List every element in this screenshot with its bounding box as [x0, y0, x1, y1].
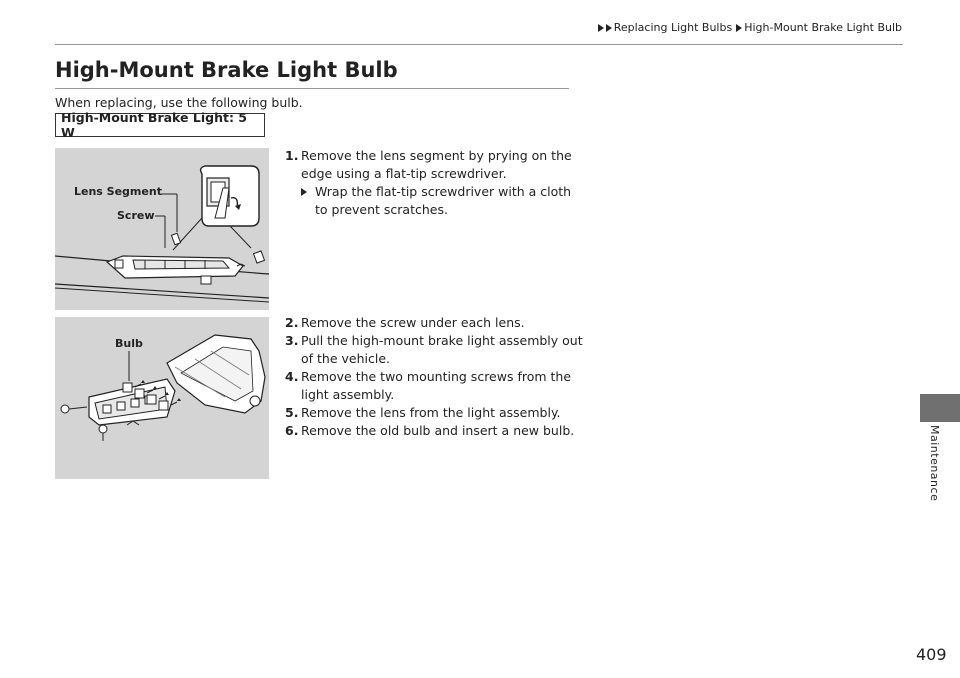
section-tab[interactable]	[920, 394, 960, 422]
header-divider	[55, 44, 903, 45]
step-text: Remove the lens segment by prying on the edge using a flat-tip screwdriver.	[301, 148, 572, 181]
step-number: 1.	[285, 148, 299, 163]
intro-text: When replacing, use the following bulb.	[55, 95, 303, 110]
illustration-lens-removal	[55, 148, 269, 310]
step-number: 4.	[285, 369, 299, 384]
triangle-bullet-icon	[598, 24, 604, 32]
title-divider	[55, 88, 569, 89]
step-text: Remove the screw under each lens.	[301, 315, 525, 330]
step-number: 2.	[285, 315, 299, 330]
page-number: 409	[916, 645, 947, 664]
label-screw: Screw	[117, 209, 155, 222]
step-text: Remove the old bulb and insert a new bulb.	[301, 423, 575, 438]
step-number: 6.	[285, 423, 299, 438]
step-item	[285, 147, 585, 183]
step-item	[285, 368, 585, 404]
step-text: Pull the high-mount brake light assembly out of the vehicle.	[301, 333, 583, 366]
step-item	[285, 314, 585, 332]
step-number: 3.	[285, 333, 299, 348]
step-text: Remove the lens from the light assembly.	[301, 405, 561, 420]
lens-removal-drawing	[55, 148, 269, 310]
illustration-bulb-replacement	[55, 317, 269, 479]
step-item	[285, 422, 585, 440]
steps-part-2	[285, 314, 585, 440]
breadcrumb	[598, 21, 902, 34]
step-item	[285, 332, 585, 368]
section-label: Maintenance	[928, 425, 941, 502]
step-text: Remove the two mounting screws from the light assembly.	[301, 369, 572, 402]
triangle-bullet-icon	[736, 24, 742, 32]
page-title: High-Mount Brake Light Bulb	[55, 58, 398, 82]
step-note	[285, 183, 585, 219]
bulb-spec-text: High-Mount Brake Light: 5 W	[61, 110, 247, 140]
note-text: Wrap the flat-tip screwdriver with a cloth to prevent scratches.	[315, 184, 572, 217]
breadcrumb-section[interactable]: Replacing Light Bulbs	[613, 21, 733, 34]
label-bulb: Bulb	[115, 337, 143, 350]
triangle-bullet-icon	[301, 188, 307, 196]
breadcrumb-page: High-Mount Brake Light Bulb	[744, 21, 902, 34]
bulb-replacement-drawing	[55, 317, 269, 479]
triangle-bullet-icon	[606, 24, 612, 32]
label-lens-segment: Lens Segment	[74, 185, 162, 198]
steps-part-1	[285, 147, 585, 219]
step-item	[285, 404, 585, 422]
step-number: 5.	[285, 405, 299, 420]
bulb-spec-box	[55, 110, 265, 140]
